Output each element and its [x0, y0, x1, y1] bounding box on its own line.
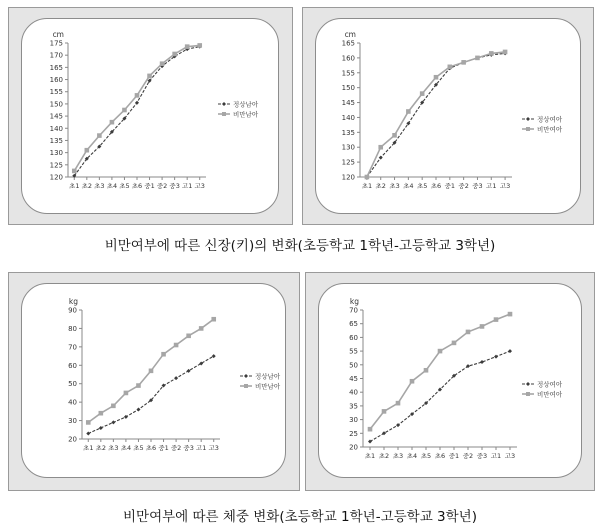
series-line-obese: [74, 45, 199, 170]
x-tick-label: 초1: [69, 182, 80, 190]
x-tick-label: 초3: [392, 452, 404, 460]
x-tick-label: 초6: [430, 182, 442, 190]
y-tick-label: 135: [49, 136, 63, 145]
x-tick-label: 초6: [131, 182, 143, 190]
x-tick-label: 중3: [476, 452, 488, 460]
chart-girls-weight: [319, 284, 581, 477]
data-point: [110, 120, 115, 125]
x-tick-label: 고3: [504, 452, 516, 460]
y-tick-label: 130: [341, 143, 355, 152]
data-point: [452, 341, 457, 346]
y-tick-label: 20: [349, 443, 358, 452]
data-point: [480, 360, 484, 364]
x-tick-label: 초4: [406, 452, 418, 460]
data-point: [99, 426, 103, 430]
y-tick-label: 125: [341, 158, 355, 167]
legend-marker: [244, 384, 248, 388]
x-tick-label: 초2: [375, 182, 386, 190]
data-point: [480, 324, 485, 329]
data-point: [406, 109, 411, 114]
y-tick-label: 45: [349, 375, 358, 383]
x-tick-label: 초1: [83, 444, 94, 452]
y-tick-label: 125: [49, 161, 63, 170]
x-tick-label: 초5: [416, 182, 428, 190]
x-tick-label: 초1: [361, 182, 373, 190]
y-unit-label: cm: [52, 30, 64, 39]
y-tick-label: 130: [49, 149, 63, 158]
data-point: [86, 420, 91, 425]
data-point: [99, 411, 104, 416]
data-point: [199, 326, 204, 331]
y-tick-label: 35: [349, 402, 358, 411]
data-point: [424, 368, 429, 373]
data-point: [382, 409, 387, 414]
chart-panel-boys-height: [8, 7, 293, 225]
x-tick-label: 중3: [169, 182, 180, 190]
x-tick-label: 고3: [208, 444, 219, 452]
x-tick-label: 초3: [94, 182, 105, 190]
x-tick-label: 고3: [499, 182, 511, 190]
y-tick-label: 60: [349, 333, 358, 342]
data-point: [174, 343, 179, 348]
series-line-obese: [367, 52, 505, 177]
y-tick-label: 30: [349, 416, 358, 425]
y-tick-label: 50: [349, 361, 358, 370]
caption-height: 비만여부에 따른 신장(키)의 변화(초등학교 1학년-고등학교 3학년): [104, 238, 496, 254]
data-point: [172, 52, 177, 57]
x-tick-label: 중2: [156, 182, 168, 190]
series-line-obese: [370, 314, 510, 429]
y-tick-label: 60: [68, 361, 77, 370]
y-tick-label: 90: [68, 306, 77, 315]
data-point: [410, 379, 415, 384]
y-tick-label: 55: [349, 347, 358, 356]
legend-marker: [222, 112, 226, 116]
data-point: [186, 334, 191, 339]
data-point: [508, 349, 512, 353]
y-tick-label: 120: [341, 173, 355, 182]
chart-boys-weight: [22, 284, 285, 477]
x-tick-label: 초6: [434, 452, 446, 460]
x-tick-label: 초6: [145, 444, 157, 452]
legend-marker: [244, 374, 248, 378]
y-tick-label: 155: [49, 88, 63, 97]
x-tick-label: 고3: [194, 182, 205, 190]
data-point: [197, 43, 202, 48]
x-tick-label: 초1: [364, 452, 376, 460]
y-tick-label: 160: [341, 54, 355, 63]
data-point: [85, 148, 90, 153]
chart-panel-boys-weight: [8, 272, 300, 491]
data-point: [174, 376, 178, 380]
chart-card: [315, 18, 581, 214]
data-point: [211, 317, 216, 322]
y-tick-label: 70: [349, 306, 358, 315]
x-tick-label: 고1: [181, 182, 193, 190]
data-point: [135, 93, 140, 98]
data-point: [161, 352, 166, 357]
data-point: [122, 108, 127, 113]
legend-marker: [222, 102, 226, 106]
chart-card: [21, 18, 279, 214]
x-tick-label: 초4: [106, 182, 118, 190]
legend-label: 비만남아: [255, 382, 281, 391]
legend-label: 비만여아: [537, 390, 563, 399]
data-point: [508, 312, 513, 317]
data-point: [448, 65, 453, 70]
data-point: [111, 420, 115, 424]
legend-marker: [526, 127, 530, 131]
data-point: [72, 169, 77, 174]
legend-marker: [526, 382, 530, 386]
chart-boys-height: [22, 19, 278, 213]
legend-marker: [526, 392, 530, 396]
y-tick-label: 140: [49, 124, 63, 133]
y-tick-label: 145: [49, 112, 63, 121]
data-point: [149, 369, 154, 374]
x-tick-label: 초4: [403, 182, 414, 190]
y-unit-label: kg: [68, 297, 78, 306]
data-point: [434, 75, 439, 80]
y-tick-label: 165: [49, 63, 63, 72]
data-point: [494, 317, 499, 322]
data-point: [392, 133, 397, 138]
y-tick-label: 40: [68, 398, 77, 407]
data-point: [378, 145, 383, 150]
y-tick-label: 145: [341, 99, 355, 108]
data-point: [438, 349, 443, 354]
data-point: [147, 74, 152, 79]
x-tick-label: 초2: [81, 182, 93, 190]
data-point: [461, 60, 466, 65]
chart-panel-girls-weight: [305, 272, 595, 491]
y-tick-label: 135: [341, 128, 355, 137]
x-tick-label: 초5: [133, 444, 144, 452]
x-tick-label: 초2: [378, 452, 390, 460]
y-unit-label: kg: [349, 297, 359, 306]
y-tick-label: 165: [341, 39, 355, 48]
data-point: [124, 391, 129, 396]
x-tick-label: 고1: [486, 182, 497, 190]
data-point: [475, 56, 480, 61]
legend-label: 비만여아: [537, 125, 563, 134]
y-tick-label: 30: [68, 417, 77, 426]
y-tick-label: 80: [68, 324, 77, 333]
x-tick-label: 초5: [119, 182, 130, 190]
y-tick-label: 150: [341, 84, 355, 93]
legend-marker: [526, 117, 530, 121]
x-tick-label: 초3: [389, 182, 400, 190]
y-tick-label: 160: [49, 76, 63, 85]
data-point: [365, 175, 370, 180]
x-tick-label: 초5: [420, 452, 432, 460]
series-line-normal: [74, 47, 199, 176]
data-point: [466, 330, 471, 335]
x-tick-label: 중1: [158, 444, 169, 452]
chart-card: [318, 283, 582, 478]
data-point: [489, 51, 494, 56]
chart-girls-height: [316, 19, 580, 213]
series-line-normal: [88, 356, 213, 433]
y-tick-label: 155: [341, 69, 355, 78]
y-unit-label: cm: [344, 30, 356, 39]
x-tick-label: 고1: [490, 452, 502, 460]
data-point: [420, 91, 425, 96]
y-tick-label: 175: [49, 39, 63, 48]
caption-weight: 비만여부에 따른 체중 변화(초등학교 1학년-고등학교 3학년): [123, 509, 477, 525]
x-tick-label: 초4: [120, 444, 132, 452]
x-tick-label: 중3: [183, 444, 194, 452]
y-tick-label: 20: [68, 435, 77, 444]
data-point: [396, 401, 401, 406]
x-tick-label: 중2: [462, 452, 474, 460]
data-point: [160, 61, 165, 66]
data-point: [503, 50, 508, 55]
data-point: [86, 431, 90, 435]
legend-label: 비만남아: [233, 110, 259, 119]
chart-panel-girls-height: [302, 7, 594, 225]
y-tick-label: 65: [349, 320, 358, 329]
data-point: [97, 133, 102, 138]
y-tick-label: 40: [349, 388, 358, 397]
chart-card: [21, 283, 286, 478]
data-point: [111, 404, 116, 409]
legend-label: 정상남아: [255, 372, 281, 381]
x-tick-label: 중2: [458, 182, 469, 190]
x-tick-label: 중2: [170, 444, 182, 452]
data-point: [185, 44, 190, 49]
data-point: [494, 355, 498, 359]
series-line-normal: [370, 351, 510, 441]
x-tick-label: 초2: [95, 444, 107, 452]
y-tick-label: 70: [68, 343, 77, 352]
x-tick-label: 고1: [195, 444, 207, 452]
y-tick-label: 50: [68, 380, 77, 389]
y-tick-label: 170: [49, 51, 63, 60]
data-point: [136, 408, 140, 412]
x-tick-label: 중1: [448, 452, 460, 460]
series-line-normal: [367, 53, 505, 177]
x-tick-label: 중1: [444, 182, 456, 190]
y-tick-label: 150: [49, 100, 63, 109]
data-point: [379, 156, 383, 160]
legend-label: 정상여아: [537, 380, 563, 389]
y-tick-label: 25: [349, 429, 358, 438]
data-point: [368, 427, 373, 432]
legend-label: 정상여아: [537, 115, 563, 124]
x-tick-label: 중1: [144, 182, 155, 190]
x-tick-label: 중3: [472, 182, 483, 190]
x-tick-label: 초3: [108, 444, 119, 452]
y-tick-label: 120: [49, 173, 63, 182]
y-tick-label: 140: [341, 113, 355, 122]
data-point: [136, 383, 141, 388]
legend-label: 정상남아: [233, 100, 259, 109]
